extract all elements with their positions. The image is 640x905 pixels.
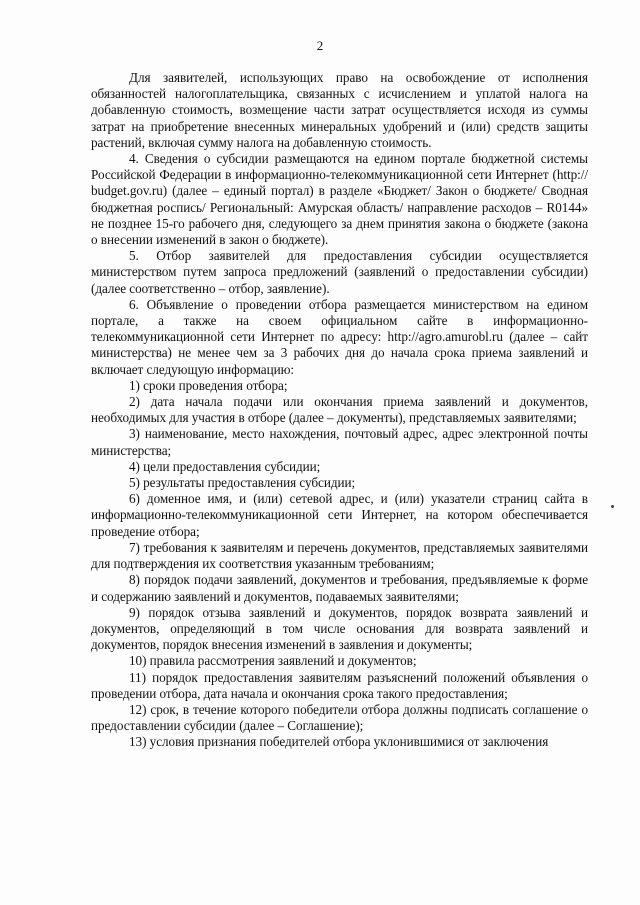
paragraph-vat-exemption: Для заявителей, использующих право на освобождение от исполнения обязанностей налогоплательщика, связанных с исчислением и уплатой налога на добавленную стоимость, возмещение части затрат осуществляется исходя из суммы затрат на приобретение внесенных минеральных удобрений и (или) средств защиты растений, включая сумму налога на добавленную стоимость. [91,70,588,150]
list-item-13: 13) условия признания победителей отбора уклонившимися от заключения [129,734,549,750]
list-item-2: 2) дата начала подачи или окончания приема заявлений и документов, необходимых для участия в отборе (далее – документы), представляемых заявителями; [91,394,588,426]
list-item-6: 6) доменное имя, и (или) сетевой адрес, и (или) указатели страниц сайта в информационно-телекоммуникационной сети Интернет, на котором обеспечивается проведение отбора; [91,491,588,539]
list-item-8: 8) порядок подачи заявлений, документов и требования, предъявляемые к форме и содержанию заявлений и документов, подаваемых заявителями; [91,572,588,604]
list-item-3: 3) наименование, место нахождения, почтовый адрес, адрес электронной почты министерства; [91,426,588,458]
paragraph-6-announcement: 6. Объявление о проведении отбора размещается министерством на едином портале, а также на своем официальном сайте в информационно-телекоммуникационной сети Интернет по адресу: http://agro.amurobl.ru (далее – сайт министерства) не менее чем за 3 рабочих дня до начала срока приема заявлений и включает следующую информацию: [91,296,588,377]
list-item-1: 1) сроки проведения отбора; [129,377,288,393]
scan-speck [611,505,614,508]
page-number: 2 [316,38,324,53]
list-item-10: 10) правила рассмотрения заявлений и документов; [129,653,417,669]
list-item-12: 12) срок, в течение которого победители отбора должны подписать соглашение о предоставлении субсидии (далее – Соглашение); [91,701,588,734]
list-item-7: 7) требования к заявителям и перечень документов, представляемых заявителями для подтверждения их соответствия указанным требованиям; [91,539,588,572]
list-item-11: 11) порядок предоставления заявителям разъяснений положений объявления о проведении отбора, дата начала и окончания срока такого предоставления; [91,669,588,701]
paragraph-5-selection: 5. Отбор заявителей для предоставления субсидии осуществляется министерством путем запроса предложений (заявлений о предоставлении субсидии) (далее соответственно – отбор, заявление). [91,248,588,296]
paragraph-4-subsidy-info: 4. Сведения о субсидии размещаются на едином портале бюджетной системы Российской Федерации в информационно-телекоммуникационной сети Интернет (http:// budget.gov.ru) (далее – единый портал) в разделе «Бюджет/ Закон о бюджете/ Сводная бюджетная роспись/ Региональный: Амурская область/ направление расходов – R0144» не позднее 15-го рабочего дня, следующего за днем принятия закона о бюджете (закона о внесении изменений в закон о бюджете). [91,151,588,248]
list-item-9: 9) порядок отзыва заявлений и документов, порядок возврата заявлений и документов, определяющий в том числе основания для возврата заявлений и документов, порядок внесения изменений в заявления и документы; [91,604,588,653]
list-item-4: 4) цели предоставления субсидии; [129,458,321,474]
document-body [91,70,588,751]
list-item-5: 5) результаты предоставления субсидии; [129,475,356,491]
